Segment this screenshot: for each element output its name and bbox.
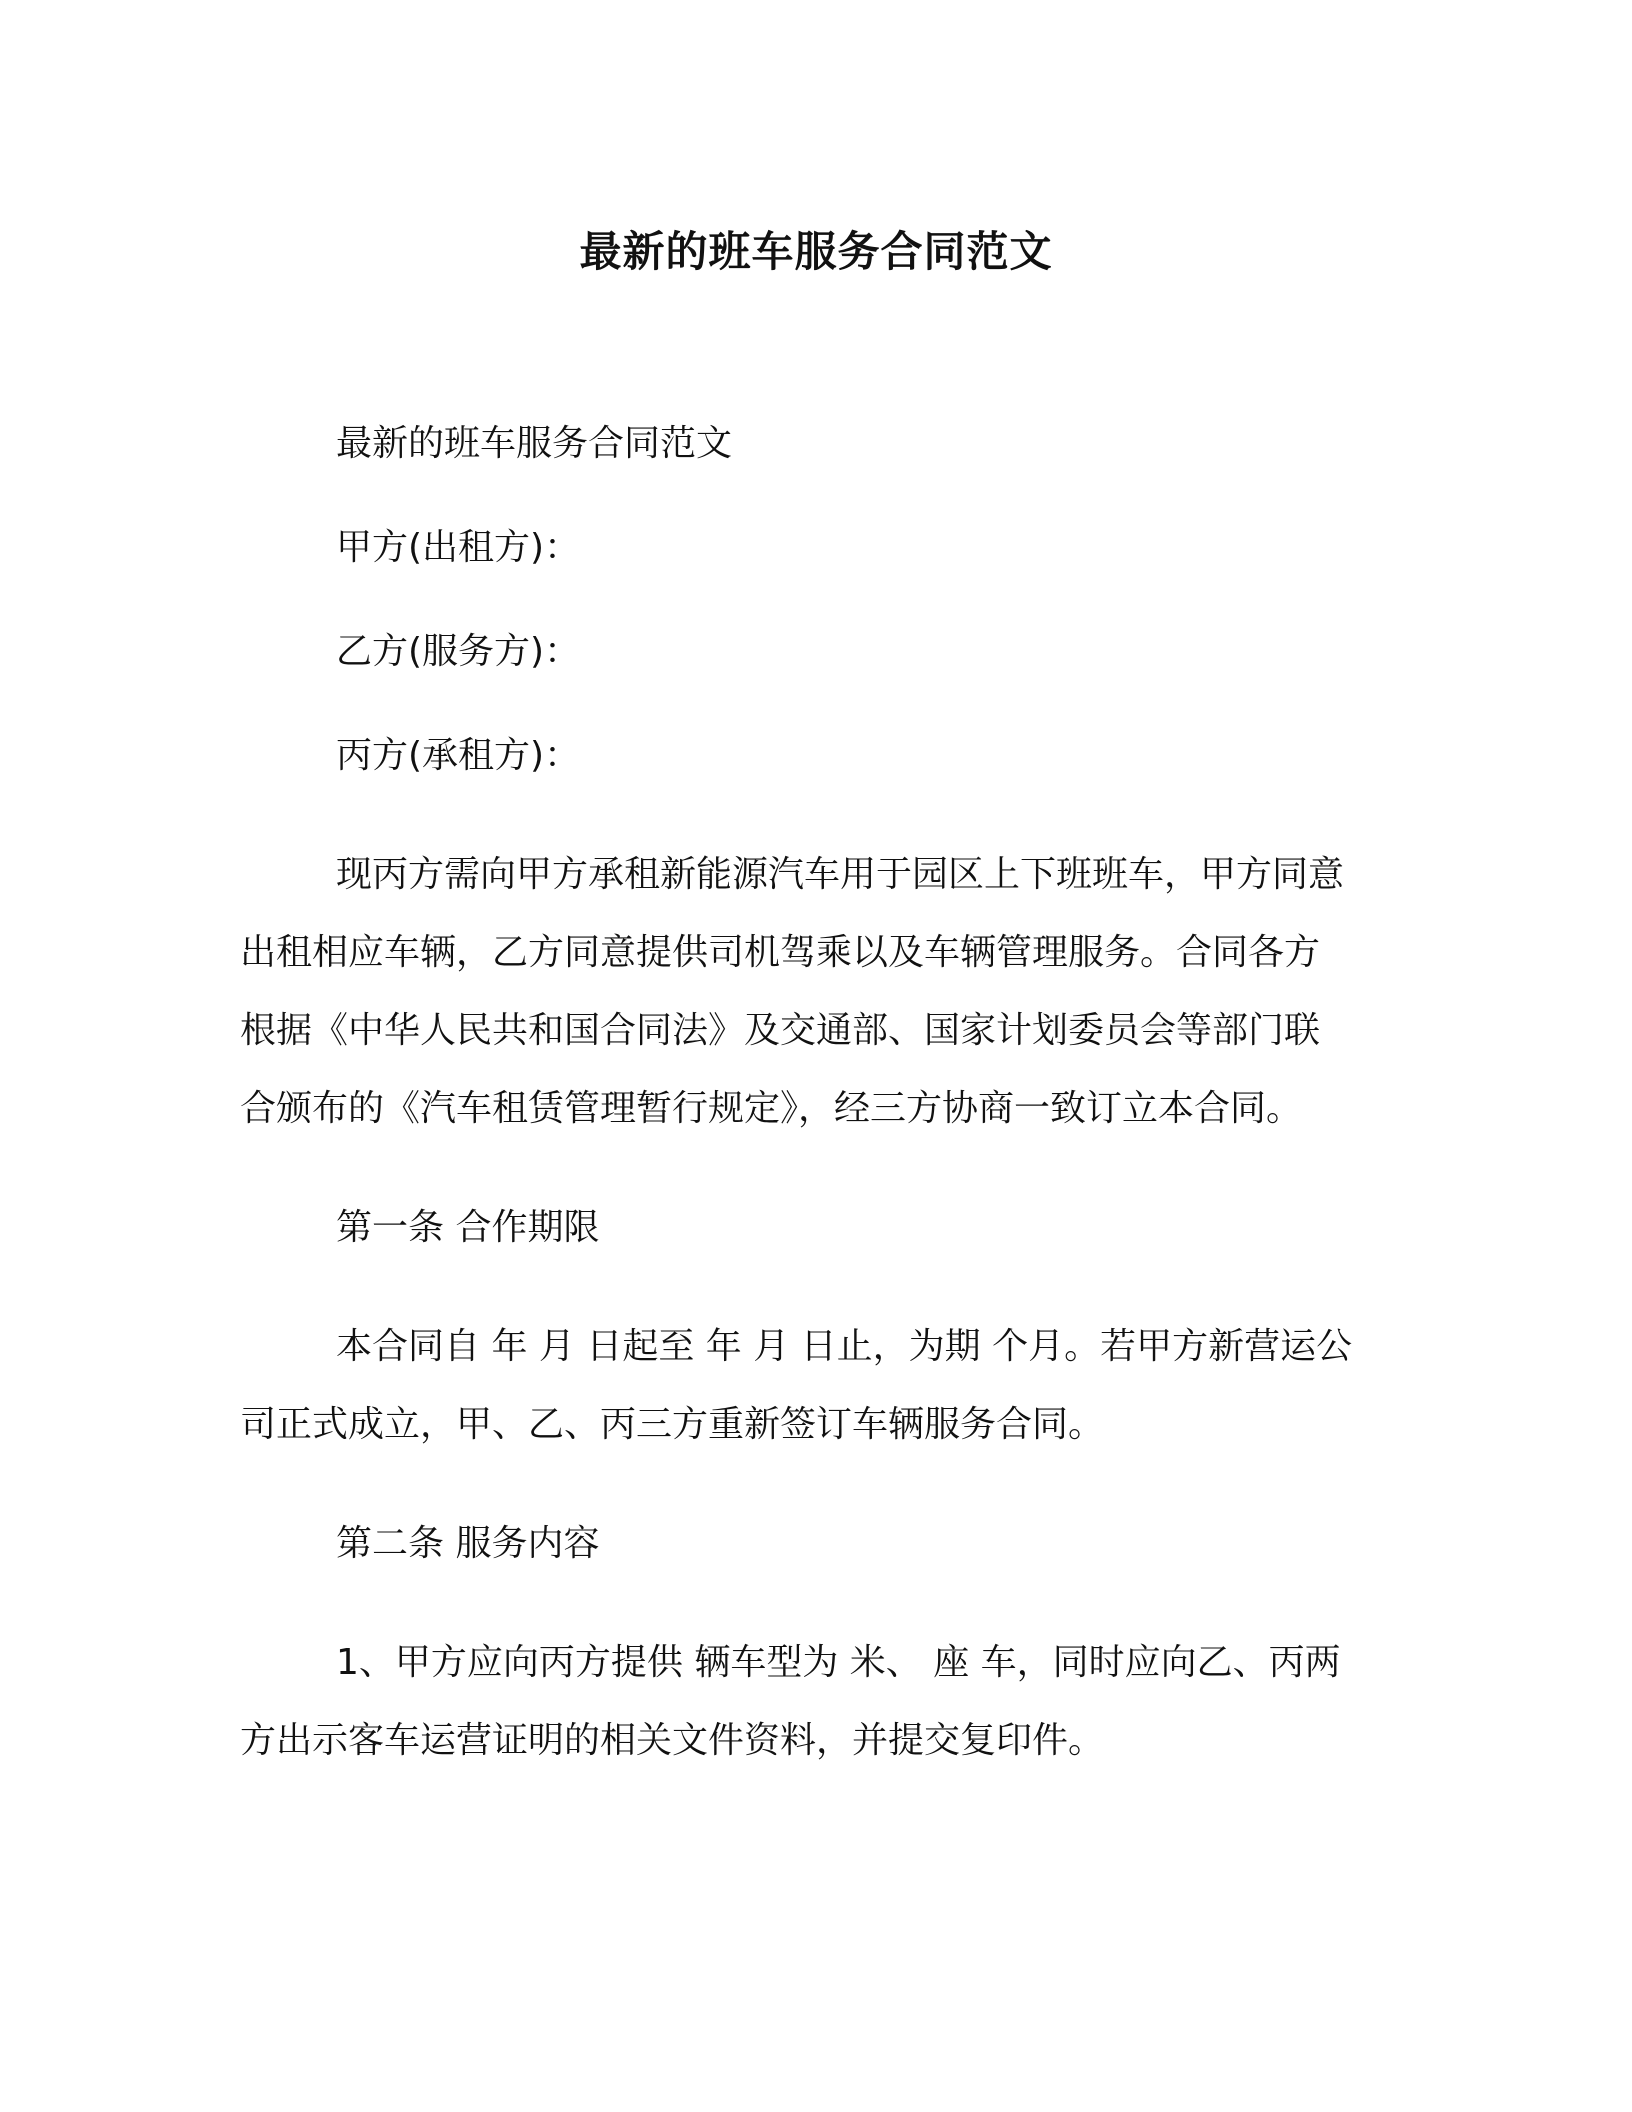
document-title: 最新的班车服务合同范文 [579, 227, 1053, 276]
article-1-line: 司正式成立，甲、乙、丙三方重新签订车辆服务合同。 [240, 1404, 1105, 1445]
article-2-item-1-line: 方出示客车运营证明的相关文件资料，并提交复印件。 [240, 1720, 1105, 1761]
document-body [240, 392, 1380, 1808]
article-1-heading: 第一条 合作期限 [336, 1207, 600, 1248]
article-2-heading: 第二条 服务内容 [336, 1523, 600, 1564]
article-2-item-1-paragraph [240, 1624, 1380, 1780]
party-a-field: 甲方(出租方)： [336, 527, 581, 568]
party-c-field: 丙方(承租方)： [336, 735, 581, 776]
article-1-line: 本合同自 年 月 日起至 年 月 日止，为期 个月。若甲方新营运公 [336, 1326, 1353, 1367]
article-1-paragraph [240, 1308, 1380, 1464]
document-subtitle: 最新的班车服务合同范文 [336, 423, 733, 464]
preamble-paragraph [240, 836, 1380, 1148]
preamble-line: 合颁布的《汽车租赁管理暂行规定》，经三方协商一致订立本合同。 [240, 1088, 1303, 1129]
party-b-field: 乙方(服务方)： [336, 631, 581, 672]
article-2-item-1-line: 1、甲方应向丙方提供 辆车型为 米、 座 车，同时应向乙、丙两 [336, 1642, 1341, 1683]
preamble-line: 现丙方需向甲方承租新能源汽车用于园区上下班班车，甲方同意 [336, 854, 1345, 895]
preamble-line: 根据《中华人民共和国合同法》及交通部、国家计划委员会等部门联 [240, 1010, 1321, 1051]
preamble-line: 出租相应车辆，乙方同意提供司机驾乘以及车辆管理服务。合同各方 [240, 932, 1321, 973]
